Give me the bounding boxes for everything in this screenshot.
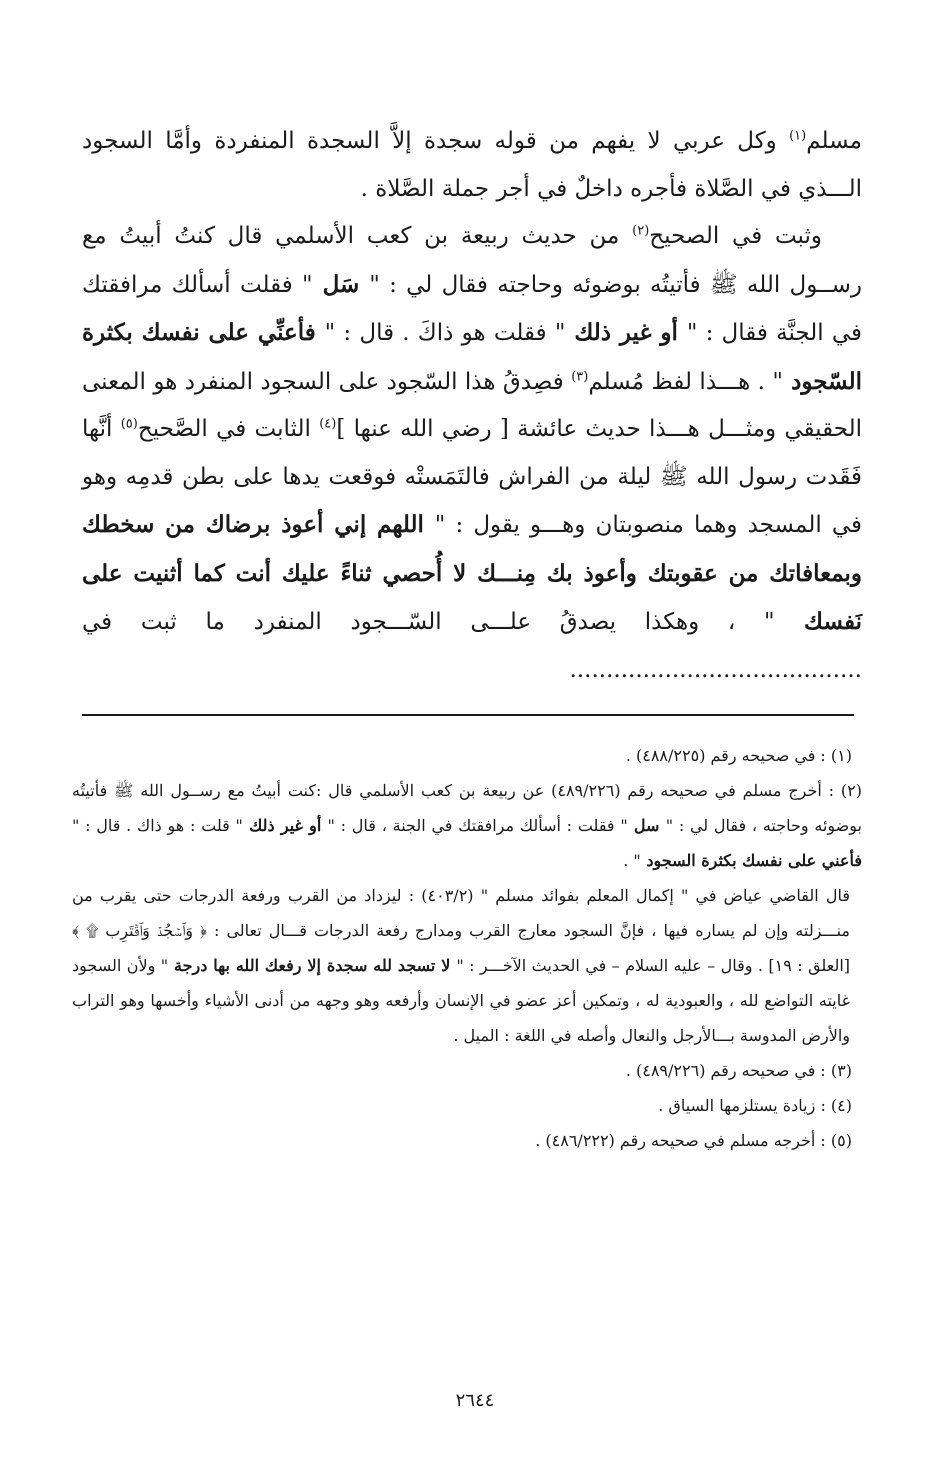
footnote-2-continuation	[72, 878, 862, 1053]
footnote-3: (٣) : في صحيحه رقم (٤٨٩/٢٢٦) .	[625, 1061, 852, 1080]
text-run: قال القاضي عياض في " إكمال المعلم بفوائد مسلم " (٤٠٣/٢) : ليزداد من القرب ورفعة الدرجات حتى يقرب من منـــزلته وإن لم يساره فيها ، فإنَّ السجود معارج القرب ومدارج رفعة الدرجات قـــال تعالى : ﴿ وَٱسۡجُدۡ وَٱقۡتَرِب ۩ ﴾ [العلق : ١٩] . وقال – عليه السلام – في الحديث الآخـــر : "	[72, 886, 850, 975]
text-run: فصِدقُ هذا السّجود على السجود المنفرد هو المعنى الحقيقي ومثـــل هـــذا حديث عائشة [ رضي الله عنها ]	[82, 368, 862, 442]
footnote-ref-3: (٣)	[571, 368, 589, 384]
continuation-dots: ........................................	[569, 656, 862, 683]
paragraph-2	[82, 213, 862, 694]
footnote-2	[72, 773, 862, 878]
text-run: " فقلت : أسألك مرافقتك في الجنة ، قال : "	[327, 816, 628, 835]
text-run: من حديث ربيعة بن كعب الأسلمي قال كنتُ أبيتُ مع رســول الله ﷺ فأتيتُه بوضوئه وحاجته فقال لي : "	[82, 223, 862, 298]
footnotes-section	[72, 738, 862, 1158]
bold-quote: سَل	[312, 270, 370, 298]
footnote-separator	[82, 714, 854, 716]
main-text-body	[82, 118, 862, 694]
text-run: وثبت في الصحيح	[649, 223, 822, 249]
text-run: (٢) : أخرج مسلم في صحيحه رقم (٤٨٩/٢٢٦) عن ربيعة بن كعب الأسلمي قال :كنت أبيتُ مع رســول الله ﷺ فأتيتُه بوضوئه وحاجته ، فقال لي : "	[72, 781, 862, 835]
text-run: " .	[623, 851, 641, 870]
footnote-4: (٤) : زيادة يستلزمها السياق .	[658, 1096, 852, 1115]
text-run: وكل عربي لا يفهم من قوله سجدة إلاَّ السجدة المنفردة وأمَّا السجود الـــذي في الصَّلاة فأجره داخلٌ في أجر جملة الصَّلاة .	[82, 128, 862, 202]
text-run: " فقلت أسألك مرافقتك في الجنَّة فقال : "	[82, 271, 862, 346]
paragraph-1	[82, 118, 862, 213]
bold-quote: اللهم إني أعوذ برضاك من سخطك وبمعافاتك من عقوبتك وأعوذ بك مِنـــك لا أُحصي ثناءً عليك أنت كما أثنيت على نَفسك	[82, 511, 862, 635]
text-run: " فقلت هو ذاكَ . قال : "	[324, 320, 566, 346]
text-run: " ، وهكذا يصدقُ علـــى السّـــجود المنفرد ما ثبت في	[82, 609, 775, 635]
text-run: " . هـــذا لفظ مُسلم	[588, 368, 783, 395]
footnote-1: (١) : في صحيحه رقم (٤٨٨/٢٢٥) .	[625, 746, 852, 765]
bold-quote: فأعني على نفسك بكثرة السجود	[640, 851, 862, 870]
page-number: ٢٦٤٤	[455, 1390, 495, 1411]
bold-quote: أو غير ذلك	[565, 319, 687, 346]
footnote-ref-4: (٤)	[319, 416, 337, 432]
footnote-ref-1: (١)	[789, 128, 807, 144]
footnote-ref-5: (٥)	[120, 416, 138, 432]
text-run: " قلت : هو ذاك . قال : "	[72, 816, 243, 835]
bold-quote: أو غير ذلك	[242, 816, 328, 835]
bold-quote: سل	[627, 816, 666, 835]
text-run: مسلم	[806, 128, 862, 154]
text-run: أنَّها فَقَدت رسول الله ﷺ ليلة من الفراش فالتَمَستْه فوقعت يدها على بطن قدمِه وهو في المسجد وهما منصوبتان وهـــو يقول : "	[82, 416, 863, 538]
text-run: الثابت في الصَّحيح	[137, 416, 320, 442]
bold-quote: لا تسجد لله سجدة إلا رفعك الله بها درجة	[168, 956, 457, 975]
footnote-ref-2: (٢)	[632, 223, 650, 239]
footnote-5: (٥) : أخرجه مسلم في صحيحه رقم (٤٨٦/٢٢٢) .	[535, 1131, 852, 1150]
text-run: " ولأن السجود غايته التواضع لله ، والعبودية له ، وتمكين أعز عضو في الإنسان وأرفعه وهو وجهه من أدنى الأشياء وأخسها وهو التراب والأرض المدوسة بـــالأرجل والنعال وأصله في اللغة : الميل .	[72, 956, 850, 1045]
bold-quote: فأعنِّي على نفسك بكثرة السّجود	[82, 319, 862, 395]
